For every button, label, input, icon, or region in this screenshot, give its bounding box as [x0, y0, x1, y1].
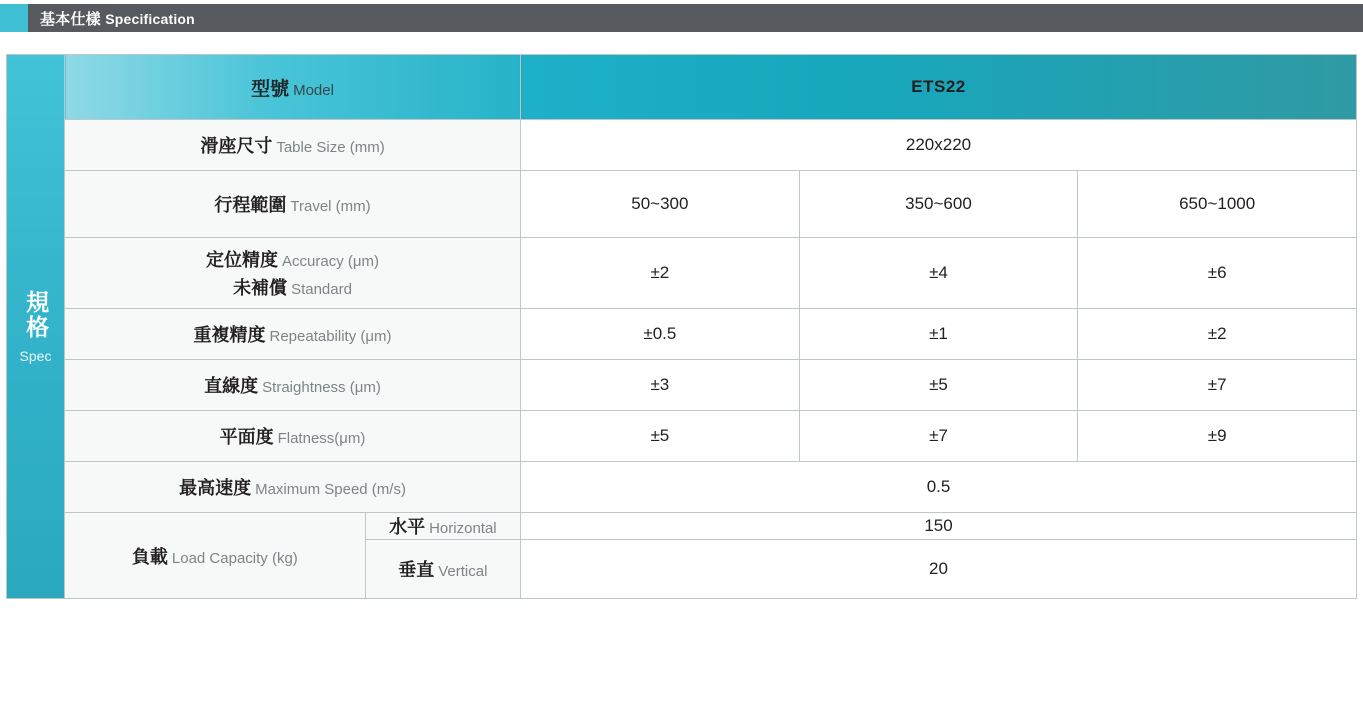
page-title: [40, 8, 195, 29]
row-sublabel-en: Vertical: [438, 563, 488, 580]
row-label-flatness: [65, 411, 521, 462]
row-label-en: Accuracy (μm): [282, 253, 379, 270]
row-value-load-horizontal: 150: [521, 513, 1357, 540]
row-label-max-speed: [65, 462, 521, 513]
row-label-en: Flatness(μm): [277, 430, 366, 447]
row-value-flatness-3: ±9: [1078, 411, 1357, 462]
table-row: [65, 309, 1357, 360]
row-value-travel-3: 650~1000: [1078, 171, 1357, 238]
row-label-cn: 最高速度: [179, 478, 252, 498]
row-value-flatness-2: ±7: [799, 411, 1078, 462]
model-label-cell: [65, 55, 521, 120]
row-sublabel-cn: 水平: [389, 517, 426, 537]
table-row: [65, 238, 1357, 309]
section-header-bar: [0, 4, 1363, 32]
row-value-accuracy-2: ±4: [799, 238, 1078, 309]
row-label-en: Table Size (mm): [276, 139, 385, 156]
row-label-accuracy-line2: [71, 274, 514, 300]
specification-table: [64, 54, 1357, 599]
row-value-straightness-2: ±5: [799, 360, 1078, 411]
row-label-cn: 滑座尺寸: [200, 136, 273, 156]
row-value-repeatability-3: ±2: [1078, 309, 1357, 360]
row-value-repeatability-1: ±0.5: [521, 309, 800, 360]
row-label-cn: 定位精度: [206, 250, 279, 270]
row-value-flatness-1: ±5: [521, 411, 800, 462]
table-row: [65, 462, 1357, 513]
row-value-max-speed: 0.5: [521, 462, 1357, 513]
page-title-en: Specification: [105, 10, 195, 27]
row-value-accuracy-1: ±2: [521, 238, 800, 309]
row-label-cn: 行程範圍: [214, 195, 287, 215]
row-value-straightness-3: ±7: [1078, 360, 1357, 411]
row-label-straightness: [65, 360, 521, 411]
row-label-en: Maximum Speed (m/s): [255, 481, 406, 498]
model-label-en: Model: [293, 81, 334, 99]
row-label-en2: Standard: [291, 281, 352, 298]
table-row: [65, 411, 1357, 462]
table-row-model: [65, 55, 1357, 120]
row-label-en: Travel (mm): [290, 198, 371, 215]
row-sublabel-horizontal: [365, 513, 520, 540]
row-value-straightness-1: ±3: [521, 360, 800, 411]
row-value-load-vertical: 20: [521, 540, 1357, 599]
spec-table-container: [6, 54, 1357, 599]
row-sublabel-cn: 垂直: [398, 560, 435, 580]
header-color-swatch: [0, 4, 28, 32]
row-label-repeatability: [65, 309, 521, 360]
table-row: [65, 120, 1357, 171]
row-label-cn: 直線度: [204, 376, 259, 396]
spec-side-band-label-en: Spec: [19, 347, 52, 364]
row-sublabel-vertical: [365, 540, 520, 599]
table-row: [65, 360, 1357, 411]
spec-side-band-label-cn: 規格: [23, 289, 50, 340]
model-label-cn: 型號: [251, 78, 290, 100]
row-label-cn: 負載: [131, 546, 168, 567]
page-title-cn: 基本仕樣: [40, 10, 101, 28]
row-value-travel-1: 50~300: [521, 171, 800, 238]
row-value-repeatability-2: ±1: [799, 309, 1078, 360]
row-label-cn: 平面度: [219, 427, 274, 447]
row-label-cn: 重複精度: [193, 325, 266, 345]
row-label-en: Repeatability (μm): [269, 328, 392, 345]
row-label-load-capacity: [65, 513, 366, 599]
row-label-travel: [65, 171, 521, 238]
spec-side-band: [6, 54, 64, 599]
row-value-accuracy-3: ±6: [1078, 238, 1357, 309]
table-row: [65, 171, 1357, 238]
row-label-en: Load Capacity (kg): [171, 549, 298, 567]
row-value-table-size: 220x220: [521, 120, 1357, 171]
model-value-cell: ETS22: [521, 55, 1357, 120]
row-value-travel-2: 350~600: [799, 171, 1078, 238]
row-label-table-size: [65, 120, 521, 171]
row-sublabel-en: Horizontal: [429, 520, 497, 537]
row-label-accuracy: [65, 238, 521, 309]
table-row: [65, 513, 1357, 540]
row-label-en: Straightness (μm): [262, 379, 381, 396]
row-label-cn2: 未補償: [233, 278, 288, 298]
